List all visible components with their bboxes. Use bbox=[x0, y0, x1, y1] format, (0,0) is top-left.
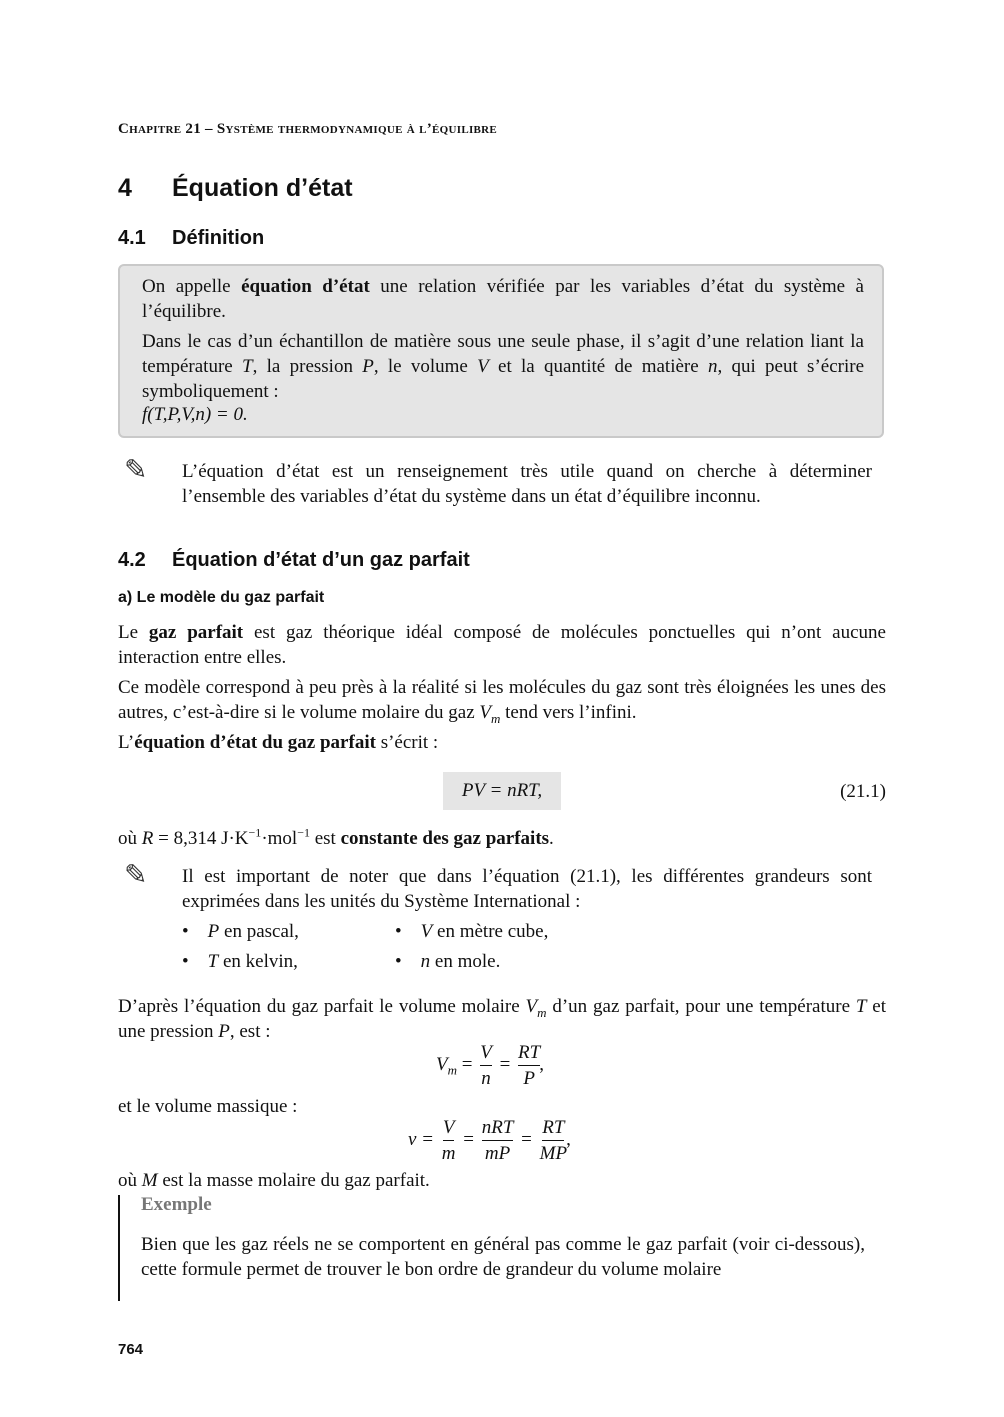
text-fragment: équation d’état du gaz parfait bbox=[134, 732, 376, 753]
text-fragment: T bbox=[855, 996, 867, 1017]
text-fragment: V bbox=[477, 356, 489, 377]
text-fragment: v = bbox=[408, 1128, 435, 1150]
text-fragment: V bbox=[420, 921, 433, 942]
text-fragment: V bbox=[443, 1115, 455, 1141]
text-fragment: = bbox=[463, 1128, 474, 1150]
text-fragment: , bbox=[539, 1053, 544, 1075]
text-fragment: = bbox=[499, 1053, 511, 1075]
text-fragment bbox=[491, 711, 500, 726]
text-fragment: V bbox=[436, 1053, 448, 1075]
text-fragment: équation d’état bbox=[241, 276, 370, 297]
text-fragment: où bbox=[118, 828, 142, 849]
equation-specific-volume bbox=[408, 1115, 571, 1166]
text-fragment: où bbox=[118, 1170, 142, 1191]
text-fragment: M bbox=[141, 1170, 158, 1191]
text-fragment: R bbox=[141, 828, 154, 849]
text-fragment: Dans le cas d’un échantillon de matière sous une seule phase, il s’agit d’une relation liant la température bbox=[142, 331, 864, 377]
text-fragment: P bbox=[207, 921, 220, 942]
equation-molar-volume bbox=[436, 1040, 544, 1091]
paragraph-constant-R bbox=[118, 826, 886, 851]
section-title: Équation d’état bbox=[172, 174, 353, 202]
text-fragment: L’ bbox=[118, 732, 135, 753]
pencil-note-icon: ✎ bbox=[124, 860, 148, 891]
text-fragment: m bbox=[447, 1062, 457, 1078]
text-fragment: , le volume bbox=[373, 356, 478, 377]
text-fragment: n bbox=[707, 356, 718, 377]
text-fragment: = bbox=[461, 1053, 473, 1075]
paragraph-modele bbox=[118, 675, 886, 725]
text-fragment: PV = nRT, bbox=[461, 780, 543, 801]
note-1: L’équation d’état est un renseignement très utile quand on cherche à déterminer l’ensemble des variables d’état du système dans un état d’équilibre inconnu. bbox=[182, 461, 872, 507]
text-fragment: T bbox=[242, 356, 253, 377]
text-fragment: constante des gaz parfaits bbox=[340, 828, 550, 849]
text-fragment bbox=[480, 1040, 492, 1091]
text-fragment: = 8,314 J·K bbox=[153, 828, 249, 849]
text-fragment: P bbox=[362, 356, 374, 377]
subsubsection-heading: a) Le modèle du gaz parfait bbox=[118, 589, 325, 606]
text-fragment: n bbox=[481, 1068, 491, 1089]
definition-para-1 bbox=[142, 274, 864, 324]
paragraph-molar-mass bbox=[118, 1168, 886, 1193]
example-rule bbox=[118, 1195, 120, 1301]
paragraph-specific-volume: et le volume massique : bbox=[118, 1096, 298, 1117]
paragraph-molar-volume bbox=[118, 994, 886, 1044]
text-fragment: , qui peut s’écrire symboliquement : bbox=[142, 356, 865, 402]
text-fragment: en kelvin, bbox=[218, 951, 298, 972]
bullet-item: • V en mètre cube, bbox=[395, 921, 549, 942]
text-fragment: On appelle bbox=[142, 276, 242, 297]
definition-para-2 bbox=[142, 329, 864, 404]
text-fragment: nRT bbox=[482, 1115, 514, 1141]
subsection-heading-4-2 bbox=[118, 548, 470, 573]
text-fragment: P bbox=[218, 1021, 230, 1042]
text-fragment: Le bbox=[118, 622, 149, 643]
text-fragment: ·mol bbox=[261, 828, 298, 849]
text-fragment bbox=[518, 1040, 540, 1091]
text-fragment: et la quantité de matière bbox=[488, 356, 708, 377]
example-title: Exemple bbox=[141, 1194, 212, 1215]
text-fragment: une relation vérifiée par les variables d’état du système à l’équilibre. bbox=[142, 276, 864, 322]
text-fragment: Ce modèle correspond à peu près à la réalité si les molécules du gaz sont très éloignées les unes des autres, c’est-à-dire si le volume molaire du gaz bbox=[118, 677, 886, 723]
text-fragment: −1 bbox=[248, 825, 262, 840]
text-fragment: MP bbox=[539, 1143, 568, 1164]
running-header: Chapitre 21 – Système thermodynamique à l’équilibre bbox=[118, 121, 498, 137]
subsection-heading-4-1 bbox=[118, 226, 264, 251]
pencil-note-icon: ✎ bbox=[124, 455, 148, 486]
text-fragment: d’un gaz parfait, pour une température bbox=[546, 996, 856, 1017]
equation-ideal-gas bbox=[443, 772, 561, 810]
paragraph-gaz-parfait bbox=[118, 620, 886, 670]
text-fragment: RT bbox=[542, 1115, 564, 1141]
text-fragment: en mètre cube, bbox=[432, 921, 549, 942]
text-fragment: RT bbox=[518, 1040, 540, 1066]
text-fragment: m bbox=[537, 1004, 547, 1020]
text-fragment bbox=[448, 1063, 457, 1078]
page-number: 764 bbox=[118, 1341, 144, 1358]
subsection-title: Équation d’état d’un gaz parfait bbox=[172, 549, 470, 571]
text-fragment bbox=[540, 1115, 567, 1166]
text-fragment bbox=[442, 1115, 456, 1166]
text-fragment bbox=[537, 1005, 546, 1020]
section-heading bbox=[118, 176, 353, 201]
bullet-item: • P en pascal, bbox=[182, 921, 299, 942]
definition-box bbox=[118, 264, 884, 438]
definition-formula: f(T,P,V,n) = 0. bbox=[142, 404, 248, 425]
bullet-item: • n en mole. bbox=[395, 951, 501, 972]
text-fragment: −1 bbox=[297, 825, 310, 840]
text-fragment: = bbox=[521, 1128, 532, 1150]
text-fragment: . bbox=[549, 828, 554, 849]
text-fragment: D’après l’équation du gaz parfait le volume molaire bbox=[118, 996, 526, 1017]
text-fragment: en pascal, bbox=[219, 921, 299, 942]
text-fragment: m bbox=[491, 710, 501, 726]
paragraph-equation-intro bbox=[118, 730, 886, 755]
text-fragment: V bbox=[480, 1040, 492, 1066]
text-fragment: tend vers l’infini. bbox=[500, 702, 637, 723]
text-fragment: est gaz théorique idéal composé de molécules ponctuelles qui n’ont aucune interaction entre elles. bbox=[118, 622, 886, 668]
bullet-item: • T en kelvin, bbox=[182, 951, 298, 972]
text-fragment: n bbox=[420, 951, 431, 972]
text-fragment bbox=[482, 1115, 514, 1166]
subsection-number: 4.1 bbox=[118, 227, 146, 249]
text-fragment: et une pression bbox=[118, 996, 886, 1042]
text-fragment: est bbox=[309, 828, 341, 849]
subsection-title: Définition bbox=[172, 227, 265, 249]
note-2: Il est important de noter que dans l’équation (21.1), les différentes grandeurs sont exprimées dans les unités du Système International : bbox=[182, 866, 872, 912]
text-fragment: , bbox=[566, 1128, 571, 1150]
text-fragment: , est : bbox=[229, 1021, 271, 1042]
text-fragment: est la masse molaire du gaz parfait. bbox=[157, 1170, 430, 1191]
text-fragment: P bbox=[523, 1068, 535, 1089]
section-number: 4 bbox=[118, 174, 132, 202]
example-text: Bien que les gaz réels ne se comportent en général pas comme le gaz parfait (voir ci-dessous), cette formule permet de trouver le bon ordre de grandeur du volume molaire bbox=[141, 1234, 865, 1280]
text-fragment: m bbox=[441, 1143, 456, 1164]
equation-label: (21.1) bbox=[840, 781, 886, 802]
text-fragment: V bbox=[479, 702, 491, 723]
text-fragment: en mole. bbox=[430, 951, 501, 972]
text-fragment: s’écrit : bbox=[375, 732, 439, 753]
text-fragment: mP bbox=[484, 1143, 511, 1164]
text-fragment: , la pression bbox=[252, 356, 363, 377]
text-fragment: T bbox=[207, 951, 219, 972]
subsection-number: 4.2 bbox=[118, 549, 146, 571]
text-fragment: gaz parfait bbox=[148, 622, 244, 643]
text-fragment: V bbox=[525, 996, 538, 1017]
